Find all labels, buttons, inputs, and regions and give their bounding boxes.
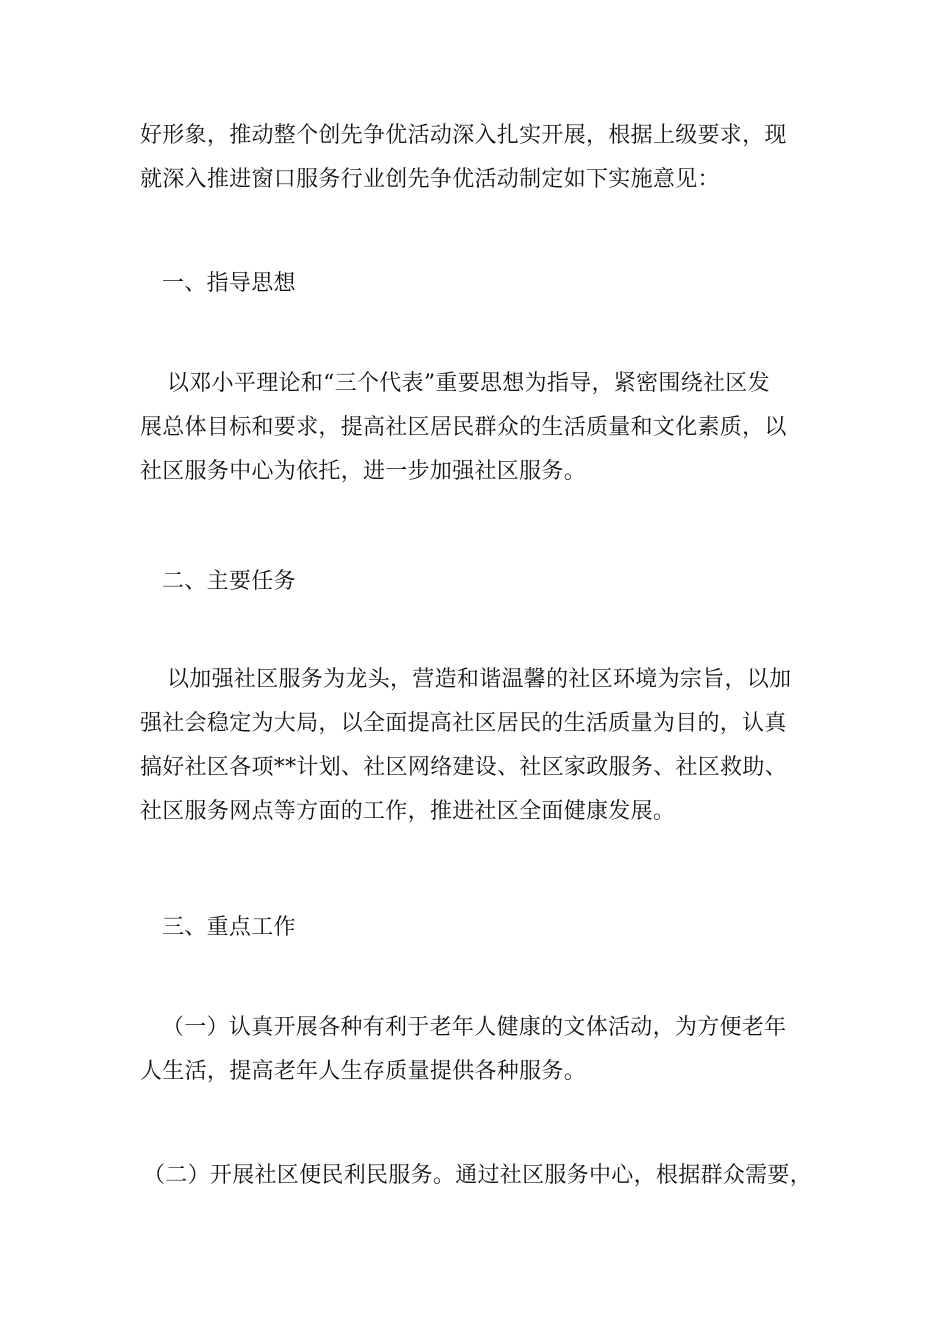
key-work-item-2 bbox=[140, 1154, 830, 1198]
text-line: 社区服务网点等方面的工作，推进社区全面健康发展。 bbox=[140, 799, 676, 824]
text-line: 搞好社区各项**计划、社区网络建设、社区家政服务、社区救助、 bbox=[140, 755, 788, 780]
text-line: （一）认真开展各种有利于老年人健康的文体活动，为方便老年 bbox=[162, 1015, 787, 1040]
text-line: 社区服务中心为依托，进一步加强社区服务。 bbox=[140, 459, 587, 484]
text-line: 人生活，提高老年人生存质量提供各种服务。 bbox=[140, 1059, 587, 1084]
text-line: （二）开展社区便民利民服务。通过社区服务中心，根据群众需要， bbox=[143, 1163, 813, 1188]
main-tasks-paragraph bbox=[140, 658, 830, 834]
key-work-item-1 bbox=[140, 1006, 830, 1094]
text-line: 展总体目标和要求，提高社区居民群众的生活质量和文化素质，以 bbox=[140, 415, 787, 440]
section-heading: 三、重点工作 bbox=[162, 915, 296, 940]
text-line: 强社会稳定为大局，以全面提高社区居民的生活质量为目的，认真 bbox=[140, 711, 787, 736]
intro-paragraph bbox=[140, 114, 830, 202]
guiding-ideology-paragraph bbox=[140, 362, 830, 494]
section-heading: 一、指导思想 bbox=[162, 271, 296, 296]
section-heading-guiding-ideology bbox=[140, 262, 830, 306]
section-heading-key-work bbox=[140, 906, 830, 950]
text-line: 就深入推进窗口服务行业创先争优活动制定如下实施意见： bbox=[140, 167, 720, 192]
text-line: 好形象，推动整个创先争优活动深入扎实开展，根据上级要求，现 bbox=[140, 123, 787, 148]
section-heading: 二、主要任务 bbox=[162, 569, 296, 594]
text-line: 以邓小平理论和“三个代表”重要思想为指导，紧密围绕社区发 bbox=[167, 371, 770, 396]
text-line: 以加强社区服务为龙头，营造和谐温馨的社区环境为宗旨，以加 bbox=[167, 667, 792, 692]
section-heading-main-tasks bbox=[140, 560, 830, 604]
